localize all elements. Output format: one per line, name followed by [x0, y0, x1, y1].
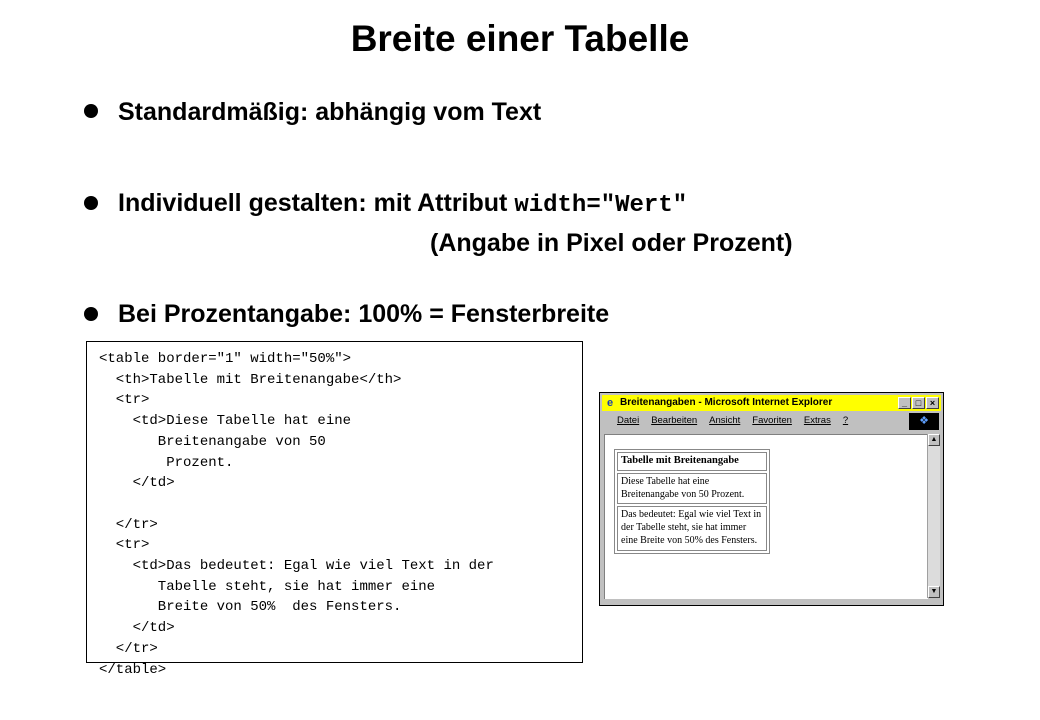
menu-bearbeiten[interactable]: Bearbeiten [651, 415, 698, 426]
menu-datei[interactable]: Datei [617, 415, 640, 426]
maximize-icon[interactable]: □ [912, 397, 925, 409]
browser-content-area [604, 434, 928, 599]
width-attribute-code: width="Wert" [514, 192, 688, 219]
bullet-standard: Standardmäßig: abhängig vom Text [118, 98, 542, 126]
html-code-box [86, 341, 583, 678]
html-code-listing: <table border="1" width="50%"> <th>Tabelle mit Breitenangabe</th> <tr> <td>Diese Tabelle hat eine Breitenangabe von 50 Prozent. </td> </tr> <tr> <td>Das bedeutet: Egal wie viel Text in der Tabelle steht, sie hat immer eine Breite von 50% des Fensters. </td> </tr> </table> [99, 351, 494, 678]
bullet-prozentangabe: Bei Prozentangabe: 100% = Fensterbreite [118, 300, 610, 328]
menu-ansicht[interactable]: Ansicht [709, 415, 741, 426]
browser-menu-bar [602, 412, 902, 430]
bullet-dot-2 [84, 196, 98, 210]
internet-explorer-icon: e [606, 397, 614, 409]
bullet-individuell-continuation: (Angabe in Pixel oder Prozent) [430, 229, 793, 257]
close-icon[interactable]: × [926, 397, 939, 409]
browser-title-bar [602, 395, 941, 411]
windows-logo-icon: ❖ [909, 413, 939, 430]
rendered-table [614, 449, 770, 554]
scroll-down-arrow-icon[interactable]: ▼ [928, 586, 940, 598]
bullet-dot-1 [84, 104, 98, 118]
menu-favoriten[interactable]: Favoriten [752, 415, 792, 426]
menu-help[interactable]: ? [842, 415, 849, 426]
rendered-table-header: Tabelle mit Breitenangabe [617, 452, 767, 471]
rendered-table-cell-1: Diese Tabelle hat eine Breitenangabe von 50 Prozent. [617, 473, 767, 505]
bullet-dot-3 [84, 307, 98, 321]
vertical-scrollbar[interactable] [927, 434, 940, 598]
bullet-individuell-text: Individuell gestalten: mit Attribut [118, 189, 515, 217]
scroll-up-arrow-icon[interactable]: ▲ [928, 434, 940, 446]
bullet-individuell [118, 189, 687, 219]
menu-extras[interactable]: Extras [803, 415, 831, 426]
browser-window [599, 392, 944, 606]
minimize-icon[interactable]: _ [898, 397, 911, 409]
browser-window-title: Breitenangaben - Microsoft Internet Explorer [620, 397, 833, 408]
slide-title: Breite einer Tabelle [350, 18, 690, 59]
rendered-table-cell-2: Das bedeutet: Egal wie viel Text in der Tabelle steht, sie hat immer eine Breite von 50% des Fensters. [617, 506, 767, 550]
